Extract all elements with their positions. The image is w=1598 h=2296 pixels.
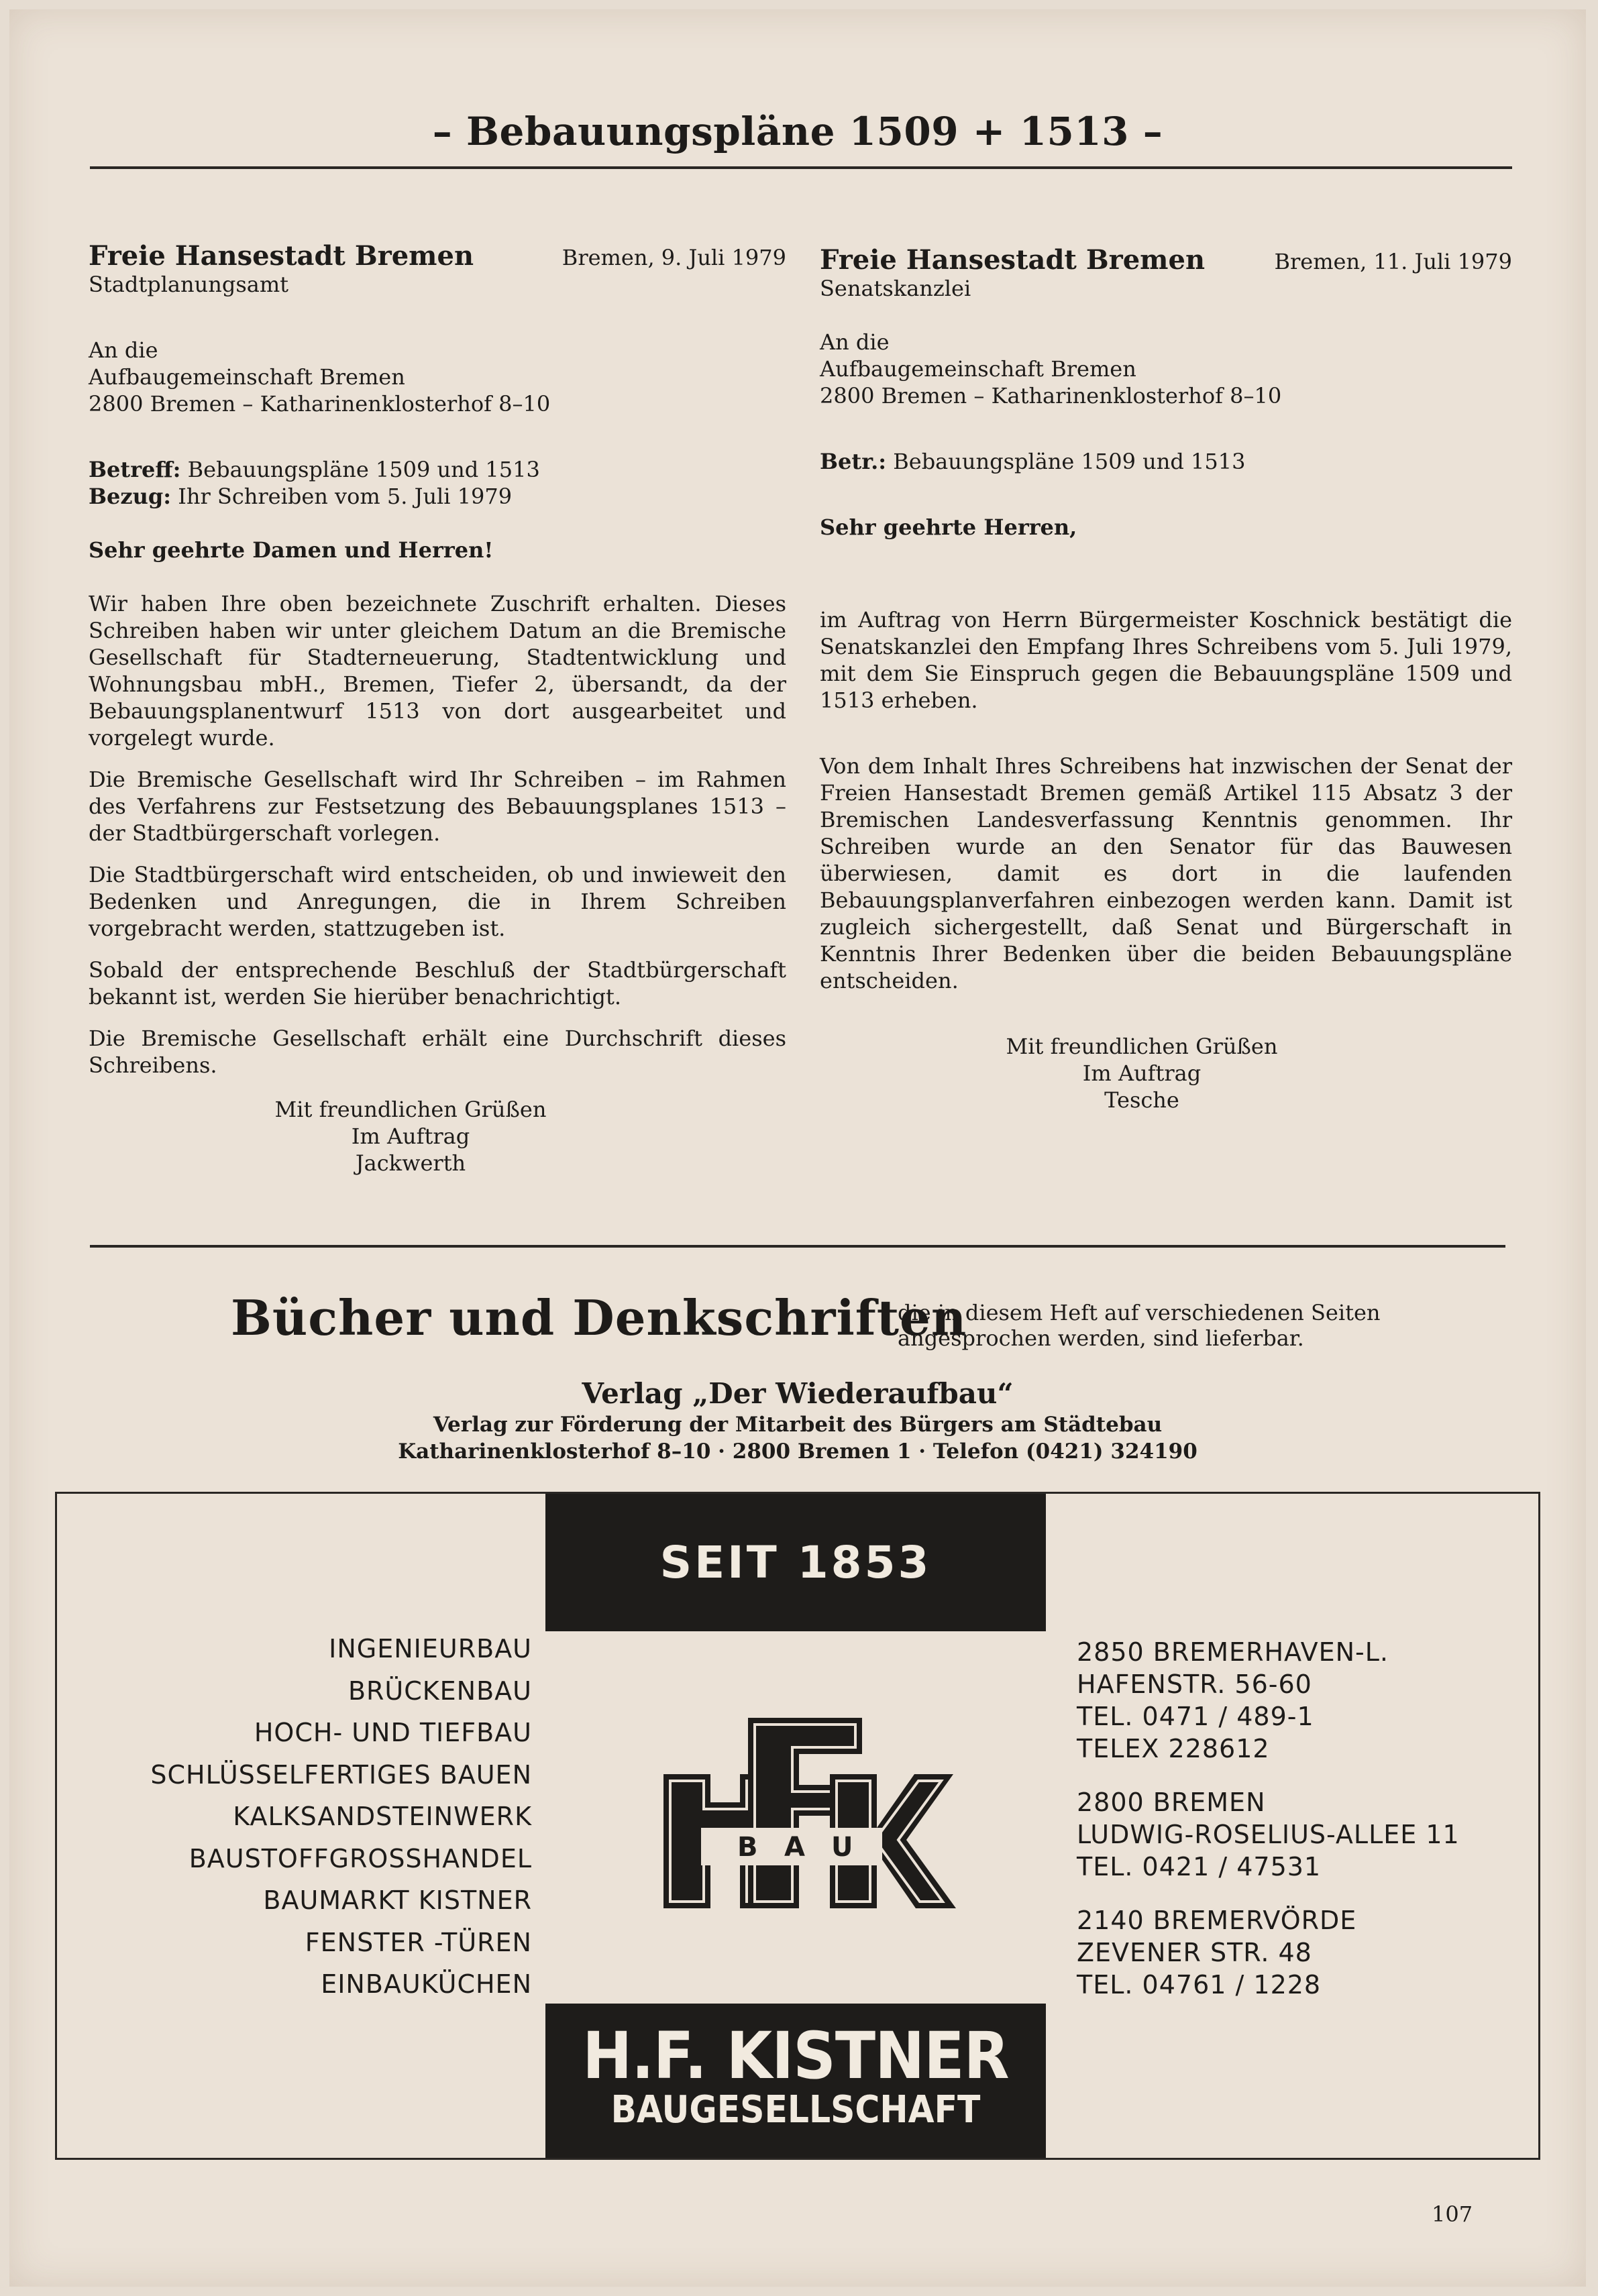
address-line: LUDWIG-ROSELIUS-ALLEE 11 [1077, 1820, 1460, 1849]
service-item: SCHLÜSSELFERTIGES BAUEN [150, 1759, 532, 1790]
letter-paragraph: Wir haben Ihre oben bezeichnete Zuschrift erhalten. Dieses Schreiben haben wir unter gleichem Datum an die Bremische Gesellschaft für Stadterneuerung, Stadtentwicklung und Wohnungsbau mbH., Bremen, Tiefer 2, übersandt, da der Bebauungsplanentwurf 1513 von dort ausgearbeitet und vorgelegt wurde. [89, 591, 786, 751]
subject-label: Betr.: [820, 449, 887, 474]
logo-letter: A [784, 1832, 805, 1863]
letter-office: Stadtplanungsamt [89, 272, 289, 297]
closing-line: Mit freundlichen Grüßen [1006, 1034, 1278, 1059]
document-page [9, 9, 1586, 2287]
letter-paragraph: Die Stadtbürgerschaft wird entscheiden, ob und inwieweit den Bedenken und Anregungen, die in Ihrem Schreiben vorgebracht werden, stattzugeben ist. [89, 862, 786, 941]
address-line: ZEVENER STR. 48 [1077, 1938, 1312, 1967]
recipient-line: An die [820, 329, 890, 355]
branch-bremen [1077, 1786, 1460, 1883]
logo-letter: U [831, 1832, 853, 1863]
kistner-advertisement [55, 1492, 1540, 2160]
service-item: FENSTER -TÜREN [305, 1927, 532, 1957]
reference-text: Ihr Schreiben vom 5. Juli 1979 [178, 484, 513, 509]
letter-office: Senatskanzlei [820, 276, 971, 301]
letter-recipient [89, 337, 786, 417]
letter-recipient [820, 329, 1512, 409]
letter-salutation: Sehr geehrte Damen und Herren! [89, 537, 494, 563]
publisher-address: Katharinenklosterhof 8–10 · 2800 Bremen 1 · Telefon (0421) 324190 [398, 1439, 1197, 1464]
page-title: – Bebauungspläne 1509 + 1513 – [432, 109, 1163, 154]
letter-paragraph: im Auftrag von Herrn Bürgermeister Koschnick bestätigt die Senatskanzlei den Empfang Ihres Schreibens vom 5. Juli 1979, mit dem Sie Einspruch gegen die Bebauungspläne 1509 und 1513 erheben. [820, 607, 1512, 713]
logo-letter: B [737, 1832, 758, 1863]
books-heading: Bücher und Denkschriften [231, 1289, 967, 1346]
service-item: KALKSANDSTEINWERK [233, 1802, 532, 1831]
letter-sender: Freie Hansestadt Bremen [820, 244, 1206, 276]
address-line: HAFENSTR. 56-60 [1077, 1670, 1312, 1699]
hfk-bau-logo-icon [661, 1715, 956, 1911]
publisher-block [9, 1376, 1586, 1465]
address-line: TEL. 0421 / 47531 [1077, 1852, 1322, 1881]
address-line: 2850 BREMERHAVEN-L. [1077, 1637, 1389, 1667]
letter-head [820, 244, 1512, 276]
letter-sender: Freie Hansestadt Bremen [89, 240, 474, 272]
address-line: TEL. 0471 / 489-1 [1077, 1702, 1314, 1731]
letter-date: Bremen, 9. Juli 1979 [562, 245, 786, 270]
recipient-line: 2800 Bremen – Katharinenklosterhof 8–10 [89, 391, 551, 417]
letter-date: Bremen, 11. Juli 1979 [1274, 249, 1512, 274]
letter-stadtplanungsamt [89, 240, 786, 1177]
address-line: 2800 BREMEN [1077, 1788, 1266, 1817]
letter-senatskanzlei [820, 244, 1512, 1113]
service-item: BRÜCKENBAU [348, 1676, 532, 1706]
subject-text: Bebauungspläne 1509 und 1513 [893, 449, 1246, 474]
service-item: BAUSTOFFGROSSHANDEL [189, 1843, 532, 1873]
brand-name: H.F. KISTNER [582, 2018, 1009, 2093]
divider-middle [90, 1245, 1505, 1248]
letter-paragraph: Sobald der entsprechende Beschluß der Stadtbürgerschaft bekannt ist, werden Sie hierüber benachrichtigt. [89, 957, 786, 1009]
letter-salutation: Sehr geehrte Herren, [820, 514, 1077, 540]
page-number: 107 [1432, 2201, 1473, 2227]
brand-subtitle: BAUGESELLSCHAFT [610, 2088, 981, 2132]
reference-label: Bezug: [89, 484, 172, 509]
closing-line: Im Auftrag [1082, 1060, 1202, 1086]
letter-closing [954, 1033, 1330, 1113]
service-item: BAUMARKT KISTNER [263, 1885, 532, 1915]
recipient-line: An die [89, 337, 158, 363]
publisher-name: Verlag „Der Wiederaufbau“ [582, 1377, 1014, 1410]
letter-paragraph: Von dem Inhalt Ihres Schreibens hat inzwischen der Senat der Freien Hansestadt Bremen gemäß Artikel 115 Absatz 3 der Bremischen Landesverfassung Kenntnis genommen. Ihr Schreiben wurde an den Senator für das Bauwesen überwiesen, damit es dort in die laufenden Bebauungsplanverfahren einbezogen werden kann. Damit ist zugleich sichergestellt, daß Senat und Bürgerschaft in Kenntnis Ihrer Bedenken über die beiden Bebauungspläne entscheiden. [820, 753, 1512, 993]
address-line: TELEX 228612 [1077, 1734, 1270, 1763]
service-item: HOCH- UND TIEFBAU [254, 1718, 532, 1747]
letter-closing [223, 1096, 598, 1177]
service-item: INGENIEURBAU [329, 1634, 532, 1663]
service-item: EINBAUKÜCHEN [321, 1969, 532, 1999]
books-subheading: die in diesem Heft auf verschiedenen Seiten angesprochen werden, sind lieferbar. [898, 1300, 1381, 1351]
closing-line: Im Auftrag [351, 1124, 470, 1149]
branch-bremervoerde [1077, 1904, 1460, 2001]
recipient-line: Aufbaugemeinschaft Bremen [89, 364, 405, 390]
address-line: 2140 BREMERVÖRDE [1077, 1906, 1357, 1935]
branch-bremerhaven [1077, 1636, 1460, 1765]
letter-paragraph: Die Bremische Gesellschaft wird Ihr Schreiben – im Rahmen des Verfahrens zur Festsetzung des Bebauungsplanes 1513 – der Stadtbürgerschaft vorlegen. [89, 767, 786, 846]
signature-name: Tesche [1104, 1087, 1179, 1113]
divider-top [90, 166, 1512, 169]
letter-paragraph: Die Bremische Gesellschaft erhält eine Durchschrift dieses Schreibens. [89, 1026, 786, 1078]
recipient-line: 2800 Bremen – Katharinenklosterhof 8–10 [820, 383, 1282, 408]
letter-head [89, 240, 786, 272]
letter-reference [89, 483, 786, 510]
letter-subject [89, 456, 786, 483]
services-list [150, 1628, 532, 2006]
recipient-line: Aufbaugemeinschaft Bremen [820, 356, 1136, 382]
closing-line: Mit freundlichen Grüßen [274, 1097, 547, 1122]
letter-subject [820, 448, 1512, 475]
publisher-description: Verlag zur Förderung der Mitarbeit des Bürgers am Städtebau [433, 1413, 1163, 1437]
brand-banner [545, 2004, 1046, 2158]
subject-text: Bebauungspläne 1509 und 1513 [187, 457, 540, 482]
subject-label: Betreff: [89, 457, 181, 482]
address-line: TEL. 04761 / 1228 [1077, 1970, 1322, 2000]
since-banner: SEIT 1853 [545, 1494, 1046, 1631]
branch-addresses [1077, 1636, 1460, 2001]
signature-name: Jackwerth [355, 1150, 466, 1176]
